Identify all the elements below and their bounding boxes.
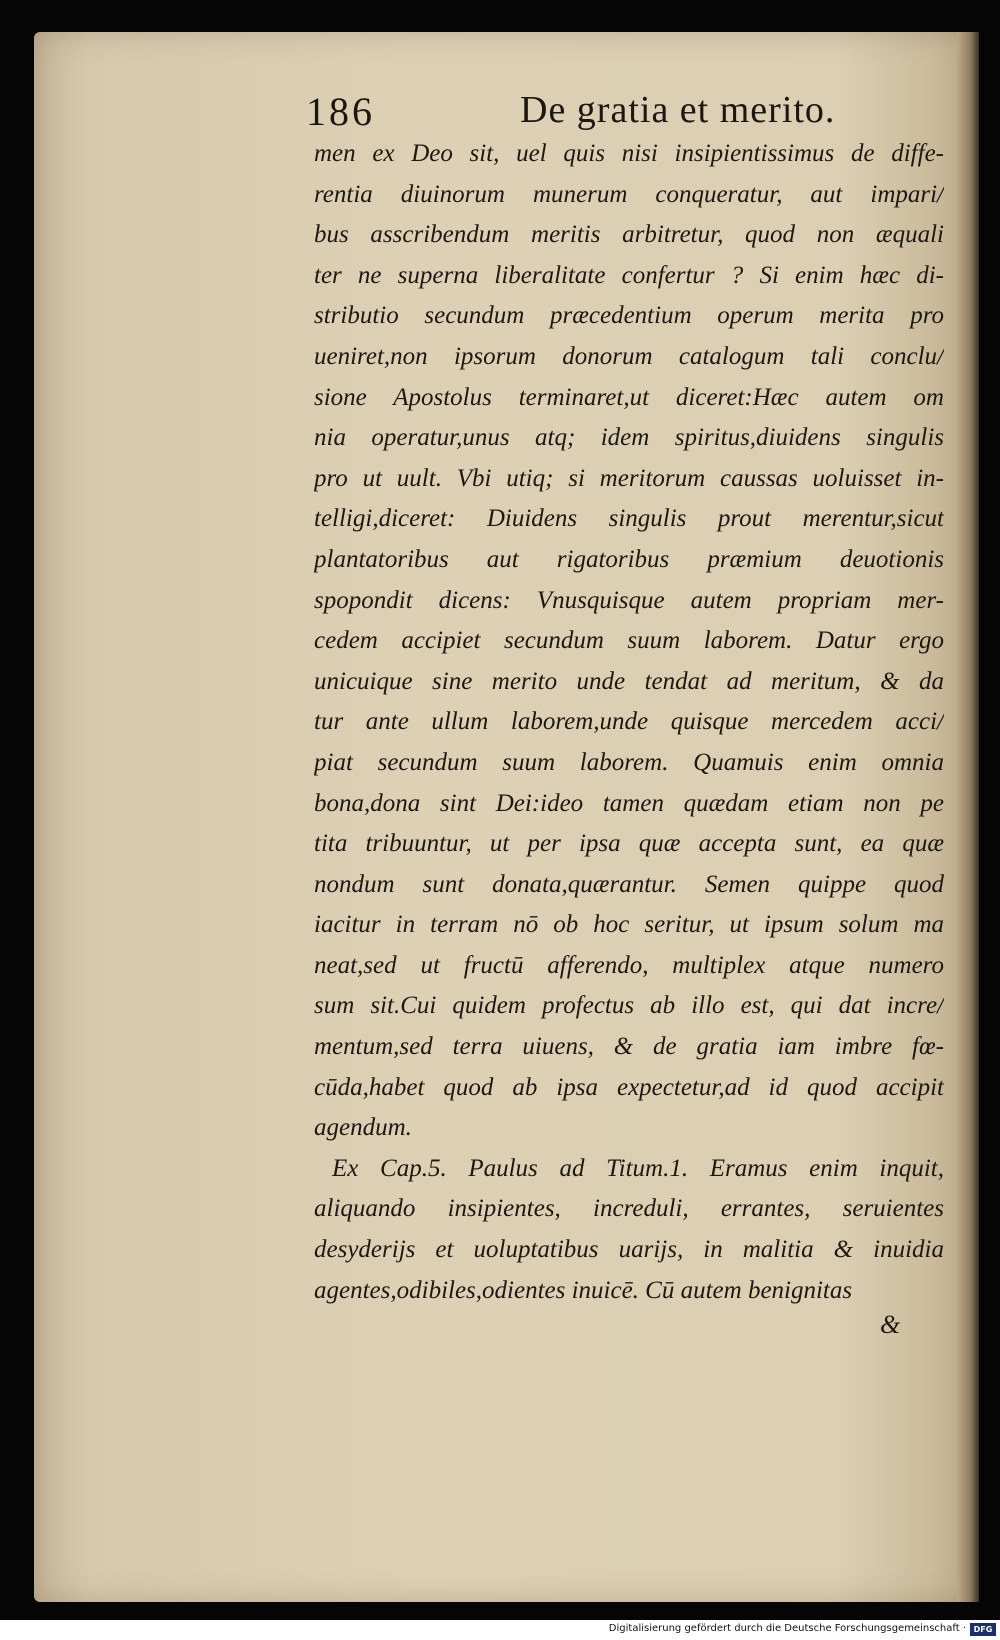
text-line: Ex Cap.5. Paulus ad Titum.1. Eramus enim inquit, [332,1154,944,1182]
text-line: piat secundum suum laborem. Quamuis enim omnia [314,748,944,776]
text-line: mentum,sed terra uiuens, & de gratia iam imbre fœ- [314,1033,944,1061]
body-text [314,134,944,1311]
text-line: bus asscribendum meritis arbitretur, quod non æquali [314,221,944,249]
text-line: spopondit dicens: Vnusquisque autem propriam mer- [314,586,944,614]
text-line: tita tribuuntur, ut per ipsa quæ accepta sunt, ea quæ [314,830,944,858]
running-title: De gratia et merito. [520,89,836,131]
text-line: rentia diuinorum munerum conqueratur, aut impari/ [314,180,944,208]
text-line: telligi,diceret: Diuidens singulis prout merentur,sicut [314,505,944,533]
text-line: cūda,habet quod ab ipsa expectetur,ad id quod accipit [314,1073,944,1101]
text-line: pro ut uult. Vbi utiq; si meritorum caussas uoluisset in- [314,464,944,492]
text-line: agentes,odibiles,odientes inuicē. Cū autem benignitas [314,1276,853,1304]
text-line: agendum. [314,1114,412,1142]
text-line: iacitur in terram nō ob hoc seritur, ut ipsum solum ma [314,911,944,939]
text-line: stributio secundum præcedentium operum merita pro [314,302,944,330]
text-line: nondum sunt donata,quærantur. Semen quippe quod [314,870,944,898]
text-line: unicuique sine merito unde tendat ad meritum, & da [314,667,944,695]
dfg-logo: DFG [970,1623,996,1636]
page-number: 186 [306,89,375,134]
text-line: neat,sed ut fructū afferendo, multiplex atque numero [314,951,944,979]
text-line: tur ante ullum laborem,unde quisque mercedem acci/ [314,708,944,736]
text-line: bona,dona sint Dei:ideo tamen quædam etiam non pe [314,789,944,817]
text-line: ter ne superna liberalitate confertur ? Si enim hæc di- [314,261,944,289]
text-line: sum sit.Cui quidem profectus ab illo est, qui dat incre/ [314,992,944,1020]
page-edge [957,32,979,1602]
footer-bar [0,1620,1000,1640]
text-line: cedem accipiet secundum suum laborem. Datur ergo [314,627,944,655]
text-line: plantatoribus aut rigatoribus præmium deuotionis [314,545,944,573]
text-line: aliquando insipientes, increduli, errantes, seruientes [314,1195,944,1223]
text-line: nia operatur,unus atq; idem spiritus,diuidens singulis [314,424,944,452]
text-line: ueniret,non ipsorum donorum catalogum tali conclu/ [314,342,944,370]
text-line: men ex Deo sit, uel quis nisi insipientissimus de diffe- [314,140,944,167]
text-line: desyderijs et uoluptatibus uarijs, in malitia & inuidia [314,1236,944,1264]
text-line: sione Apostolus terminaret,ut diceret:Hæc autem om [314,383,944,411]
catchword: & [880,1310,901,1339]
funding-credit: Digitalisierung gefördert durch die Deutsche Forschungsgemeinschaft · [608,1623,966,1634]
